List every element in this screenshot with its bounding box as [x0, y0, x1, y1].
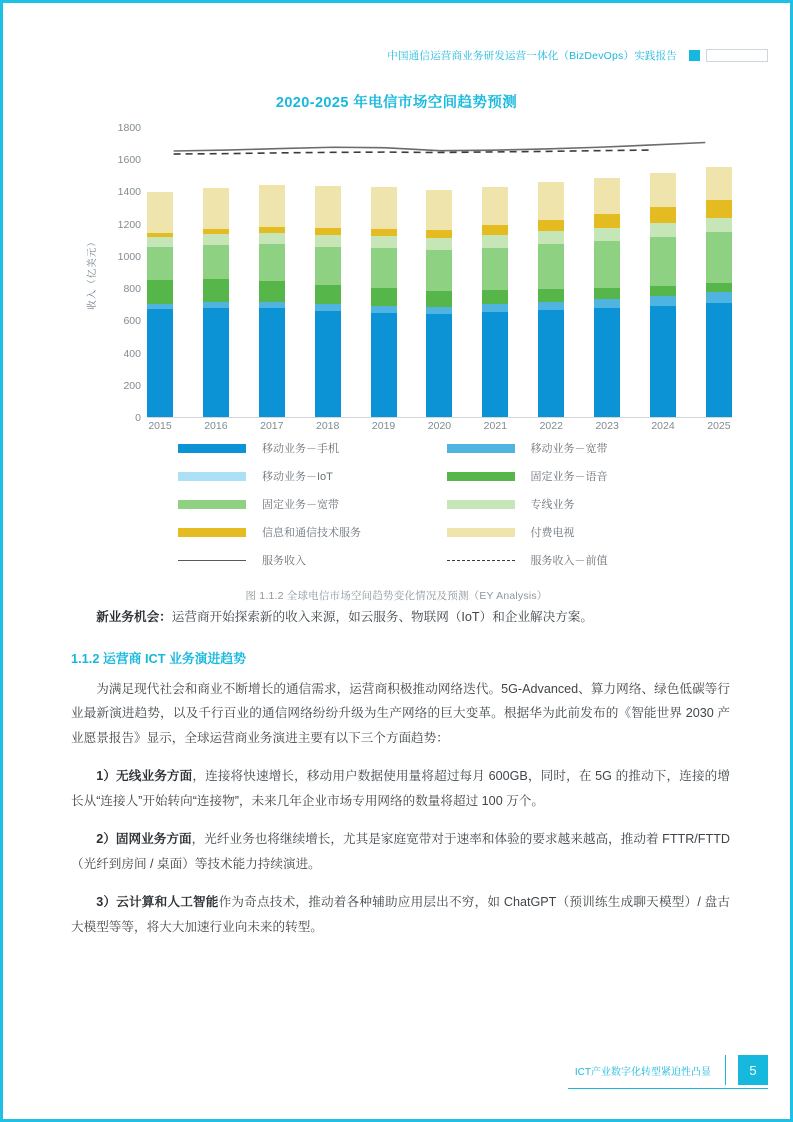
opportunity-text: 运营商开始探索新的收入来源，如云服务、物联网（IoT）和企业解决方案。: [171, 610, 593, 624]
bar-segment: [426, 250, 452, 290]
bar-segment: [426, 238, 452, 250]
page-header: [3, 43, 768, 67]
legend-item: [178, 524, 427, 540]
bar-segment: [259, 233, 285, 245]
bar-segment: [426, 190, 452, 229]
bar-segment: [650, 207, 676, 223]
footer-rule: [568, 1088, 768, 1089]
y-tick-label: 1800: [117, 122, 141, 134]
bar-segment: [594, 299, 620, 308]
point-1-lead: 1）无线业务方面: [96, 769, 193, 784]
chart-title: 2020-2025 年电信市场空间趋势预测: [275, 95, 518, 111]
bar-segment: [594, 308, 620, 417]
bar-column: [482, 128, 508, 417]
bar-segment: [650, 237, 676, 286]
legend-item: [447, 468, 696, 484]
bar-column: [203, 128, 229, 417]
bar-segment: [594, 288, 620, 299]
bar-column: [371, 128, 397, 417]
bar-segment: [259, 244, 285, 280]
bar-segment: [371, 187, 397, 228]
x-tick-label: 2018: [316, 420, 340, 432]
legend-label: 移动业务－IoT: [262, 471, 333, 483]
bar-segment: [371, 229, 397, 236]
y-tick-label: 800: [123, 283, 141, 296]
bar-segment: [594, 241, 620, 288]
x-tick-label: 2024: [651, 420, 675, 432]
legend-swatch: [178, 472, 246, 481]
y-tick-label: 400: [123, 347, 141, 360]
bar-segment: [371, 288, 397, 306]
bar-segment: [706, 218, 732, 232]
document-content: [71, 605, 730, 953]
legend-line-swatch: [447, 560, 515, 561]
x-tick-label: 2015: [148, 420, 172, 432]
figure-caption: 图 1.1.2 全球电信市场空间趋势变化情况及预测（EY Analysis）: [245, 590, 548, 602]
legend-item: [447, 524, 696, 540]
bar-segment: [482, 290, 508, 304]
header-bar-mark: [706, 49, 768, 62]
page-footer: [575, 1055, 768, 1085]
point-2-text: ，光纤业务也将继续增长，尤其是家庭宽带对于速率和体验的要求越来越高，推动着 FTTR/FTTD（光纤到房间 / 桌面）等技术能力持续演进。: [71, 832, 730, 871]
bar-segment: [147, 247, 173, 279]
x-tick-label: 2023: [595, 420, 619, 432]
bar-segment: [147, 192, 173, 233]
bar-segment: [147, 237, 173, 248]
legend-item: [178, 496, 427, 512]
legend-label: 付费电视: [530, 527, 575, 539]
bar-segment: [706, 303, 732, 417]
legend-label: 服务收入－前值: [530, 555, 608, 567]
bar-segment: [147, 309, 173, 417]
bar-segment: [315, 247, 341, 285]
bar-segment: [259, 185, 285, 227]
x-tick-label: 2025: [707, 420, 731, 432]
chart-plot-area: [53, 122, 750, 432]
x-tick-label: 2020: [427, 420, 452, 432]
y-tick-label: 1000: [117, 250, 141, 263]
bar-segment: [426, 230, 452, 238]
bar-segment: [650, 296, 676, 306]
bar-segment: [482, 312, 508, 417]
bar-segment: [259, 281, 285, 303]
legend-item: [447, 496, 696, 512]
bar-segment: [203, 234, 229, 245]
legend-swatch: [447, 528, 515, 537]
bar-segment: [706, 232, 732, 283]
bar-segment: [426, 307, 452, 314]
x-tick-label: 2017: [260, 420, 284, 432]
y-tick-label: 1600: [117, 154, 141, 167]
legend-label: 服务收入: [262, 555, 306, 567]
bar-segment: [594, 178, 620, 214]
bar-segment: [315, 285, 341, 305]
bar-segment: [650, 173, 676, 207]
bar-segment: [315, 311, 341, 417]
bar-segment: [594, 228, 620, 241]
paragraph-intro: 为满足现代社会和商业不断增长的通信需求，运营商积极推动网络迭代。5G-Advanced、算力网络、绿色低碳等行业最新演进趋势，以及千行百业的通信网络纷纷升级为生产网络的巨大变革。根据华为此前发布的《智能世界 2030 产业愿景报告》显示，全球运营商业务演进主要有以下三个方面趋势：: [71, 681, 730, 745]
point-3-text: 作为奇点技术，推动着各种辅助应用层出不穷，如 ChatGPT（预训练生成聊天模型）/ 盘古大模型等等，将大大加速行业向未来的转型。: [71, 895, 730, 934]
opportunity-lead: 新业务机会：: [96, 610, 172, 624]
bar-segment: [538, 289, 564, 302]
y-axis-label: 收入（亿美元）: [87, 236, 98, 310]
y-tick-label: 0: [135, 412, 141, 424]
legend-item: [178, 468, 427, 484]
y-tick-label: 200: [123, 379, 141, 392]
paragraph-point-3: [71, 890, 730, 939]
legend-swatch: [178, 528, 246, 537]
bar-segment: [482, 187, 508, 226]
figure-chart: [3, 91, 790, 602]
bar-segment: [538, 302, 564, 311]
bar-segment: [203, 188, 229, 229]
legend-swatch: [178, 444, 246, 453]
legend-item: [447, 552, 696, 568]
bar-segment: [706, 283, 732, 292]
paragraph-point-1: [71, 764, 730, 813]
bar-segment: [315, 186, 341, 228]
legend-label: 移动业务－宽带: [530, 443, 608, 455]
bar-segment: [203, 279, 229, 302]
bar-segment: [650, 223, 676, 236]
point-3-lead: 3）云计算和人工智能: [96, 895, 219, 910]
bar-segment: [371, 313, 397, 417]
bar-segment: [147, 280, 173, 304]
legend-label: 固定业务－宽带: [262, 499, 339, 511]
bar-segment: [594, 214, 620, 228]
bar-column: [706, 128, 732, 417]
header-title: 中国通信运营商业务研发运营一体化（BizDevOps）实践报告: [387, 49, 677, 62]
bar-segment: [426, 314, 452, 417]
x-tick-label: 2019: [371, 420, 396, 432]
section-heading-112: 1.1.2 运营商 ICT 业务演进趋势: [71, 650, 246, 666]
bar-segment: [538, 244, 564, 289]
bar-segment: [315, 304, 341, 311]
plot-canvas: [147, 128, 732, 418]
bar-segment: [650, 306, 676, 417]
header-square-mark: [689, 50, 700, 61]
bar-segment: [259, 308, 285, 417]
bar-segment: [650, 286, 676, 296]
point-2-lead: 2）固网业务方面: [96, 832, 192, 847]
chart-legend: [3, 440, 790, 568]
legend-swatch: [178, 500, 246, 509]
bar-segment: [538, 220, 564, 232]
bar-column: [315, 128, 341, 417]
footer-section-title: ICT产业数字化转型紧迫性凸显: [575, 1055, 726, 1085]
bar-segment: [538, 310, 564, 417]
legend-label: 固定业务－语音: [530, 471, 608, 483]
legend-swatch: [447, 472, 515, 481]
x-tick-label: 2016: [204, 420, 228, 432]
y-tick-label: 600: [123, 315, 141, 328]
bar-column: [426, 128, 452, 417]
x-tick-label: 2022: [539, 420, 563, 432]
bar-column: [147, 128, 173, 417]
bar-segment: [482, 235, 508, 248]
bar-segment: [482, 225, 508, 235]
bar-segment: [371, 306, 397, 313]
bar-segment: [706, 167, 732, 199]
x-axis-ticks: [147, 420, 732, 440]
bar-segment: [482, 304, 508, 312]
bar-segment: [538, 182, 564, 219]
bar-segment: [426, 291, 452, 307]
bar-segment: [315, 235, 341, 247]
legend-label: 信息和通信技术服务: [262, 527, 361, 539]
legend-label: 专线业务: [530, 499, 575, 511]
x-tick-label: 2021: [483, 420, 508, 432]
legend-line-swatch: [178, 560, 246, 561]
legend-item: [447, 440, 696, 456]
bar-column: [650, 128, 676, 417]
bar-segment: [538, 231, 564, 244]
bar-column: [259, 128, 285, 417]
y-tick-label: 1200: [117, 218, 141, 231]
bar-column: [594, 128, 620, 417]
y-tick-label: 1400: [117, 186, 141, 199]
point-1-text: ，连接将快速增长，移动用户数据使用量将超过每月 600GB，同时，在 5G 的推动下，连接的增长从“连接人”开始转向“连接物”，未来几年企业市场专用网络的数量将超过 100 万个。: [71, 769, 730, 808]
bar-segment: [203, 308, 229, 417]
bar-segment: [706, 292, 732, 303]
legend-swatch: [447, 444, 515, 453]
stacked-bars: [147, 128, 732, 417]
bar-segment: [482, 248, 508, 290]
page-number: 5: [738, 1055, 768, 1085]
legend-swatch: [447, 500, 515, 509]
bar-segment: [706, 200, 732, 219]
legend-label: 移动业务－手机: [262, 443, 339, 455]
paragraph-new-opportunity: [71, 605, 730, 630]
y-axis-ticks: [99, 122, 141, 424]
bar-segment: [371, 236, 397, 248]
legend-item: [178, 440, 427, 456]
paragraph-point-2: [71, 827, 730, 876]
bar-segment: [371, 248, 397, 287]
bar-column: [538, 128, 564, 417]
bar-segment: [203, 245, 229, 279]
legend-item: [178, 552, 427, 568]
